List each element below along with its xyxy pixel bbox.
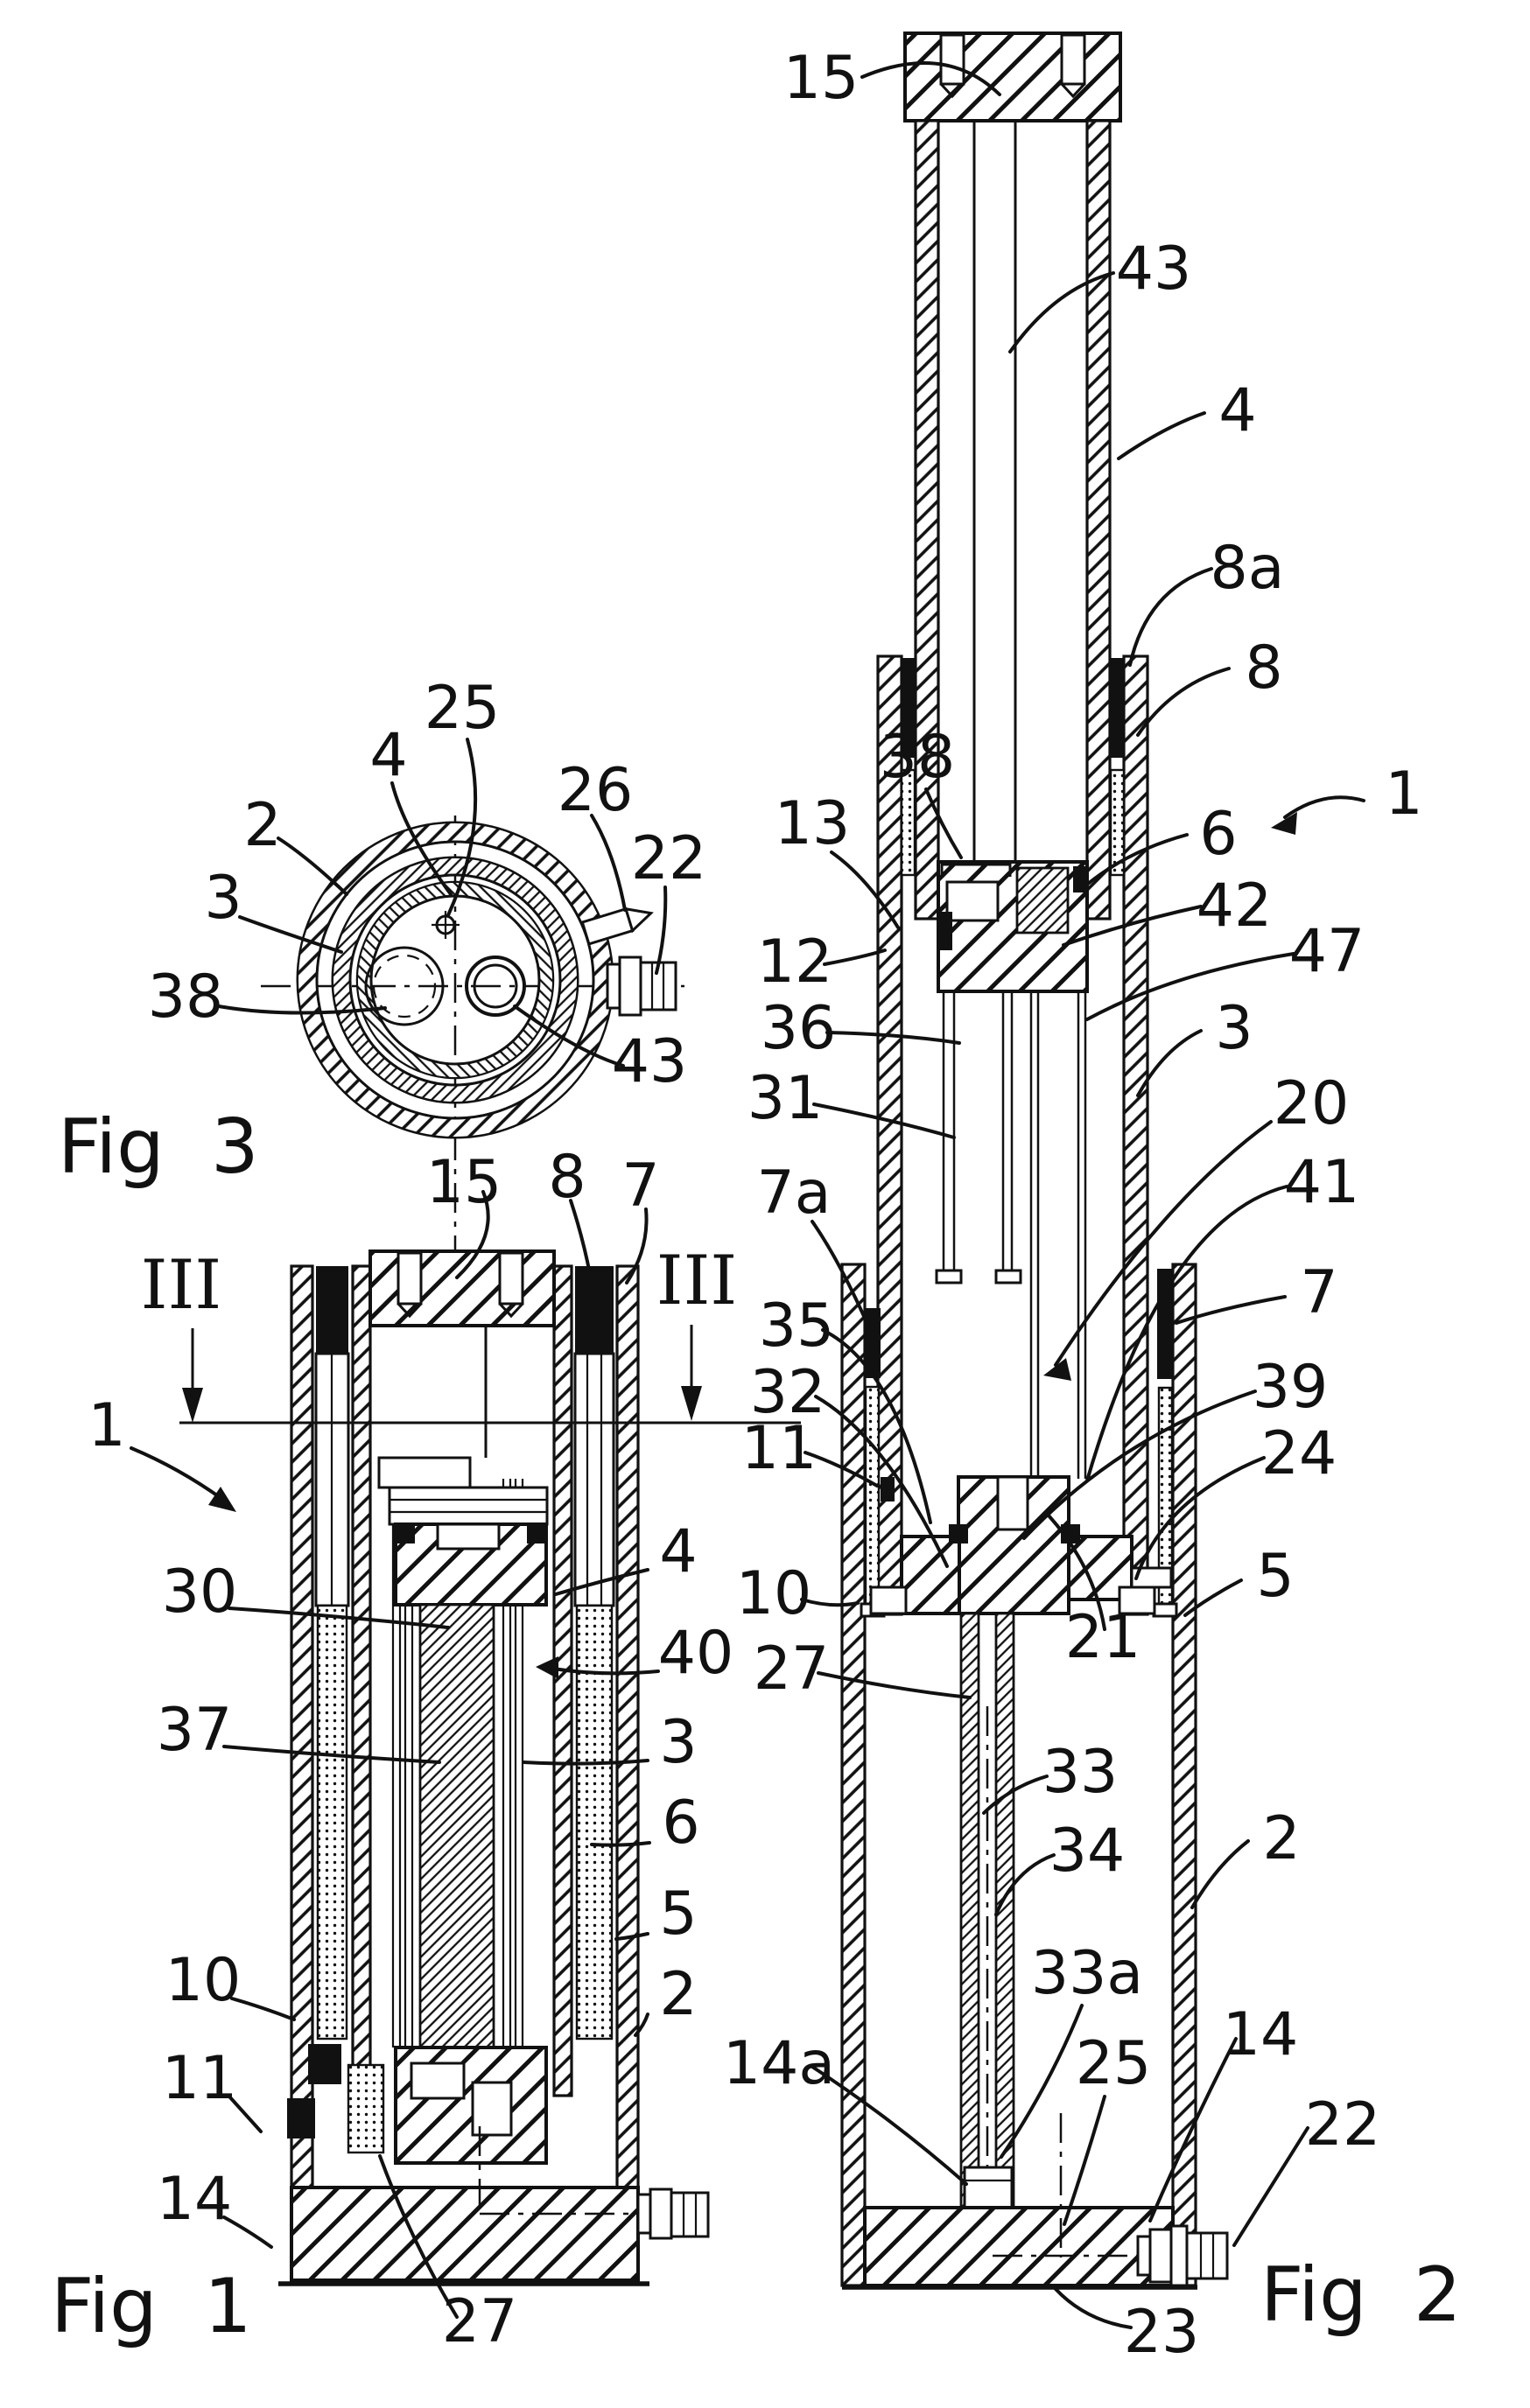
fig1-cap-screw-left (398, 1253, 421, 1304)
fig2-tube33-left-wall (961, 1614, 979, 2207)
fig3-valve-tip (626, 902, 654, 930)
fig1-label-40: 40 (657, 1619, 734, 1688)
fig2-label-31: 31 (747, 1064, 824, 1133)
fig2-junction-seal-left-13 (938, 912, 952, 950)
fig3-drawing (58, 674, 706, 1267)
fig2-label-21: 21 (1064, 1603, 1141, 1672)
fig1-piston-seal-left (396, 1524, 415, 1544)
fig1-right-guide-strip (575, 1354, 614, 1606)
fig3-bolt-washer (607, 964, 620, 1008)
fig2-leader-25 (1064, 2096, 1105, 2224)
fig2-label-6: 6 (1199, 800, 1238, 869)
fig2-leader-47 (1087, 954, 1294, 1019)
fig2-tube3-left-wall (878, 656, 902, 1614)
fig2-piston-slot (998, 1477, 1028, 1530)
fig1-label-27: 27 (441, 2287, 518, 2356)
fig2-tube36-foot-right (996, 1270, 1021, 1283)
fig2-label-24: 24 (1260, 1419, 1337, 1488)
fig1-piston-seal-right (527, 1524, 546, 1544)
fig2-bolt-collar (1171, 2226, 1187, 2286)
fig3-label-38: 38 (147, 962, 224, 1032)
fig2-junction-slot (947, 882, 998, 920)
fig2-leader-12 (825, 950, 885, 964)
fig2-bolt-nut (1150, 2230, 1171, 2282)
fig1-caption: Fig 1 (51, 2263, 252, 2350)
fig2-label-10: 10 (735, 1559, 812, 1628)
fig1-section-mark-left: III (140, 1246, 222, 1325)
fig2-label-23: 23 (1123, 2298, 1200, 2367)
fig1-label-4: 4 (659, 1517, 698, 1586)
fig2-tube4-left-wall (916, 121, 938, 919)
fig2-base-block (865, 2208, 1173, 2286)
fig1-base-block (291, 2188, 638, 2280)
fig2-label-4: 4 (1218, 376, 1257, 445)
fig1-cap-screw-right (500, 1253, 523, 1304)
fig1-valve-packing (348, 2065, 383, 2152)
fig3-leader-2 (278, 838, 347, 894)
fig2-label-38: 38 (879, 723, 956, 792)
fig2-label-3: 3 (1215, 994, 1253, 1063)
fig2-leader-4 (1119, 413, 1204, 458)
fig2-valve-piece-42 (1017, 868, 1068, 933)
fig2-label-7a: 7a (756, 1158, 832, 1228)
fig1-valve-slot-2 (473, 2082, 511, 2135)
fig2-label-47: 47 (1288, 917, 1365, 986)
fig1-outer-tube-right-wall (617, 1266, 638, 2192)
fig2-leader-8a (1130, 569, 1211, 665)
fig1-label-10: 10 (165, 1946, 242, 2015)
fig2-label-22: 22 (1304, 2090, 1381, 2160)
fig1-label-14: 14 (156, 2165, 233, 2234)
fig2-label-33a: 33a (1030, 1939, 1144, 2008)
fig1-bolt-head (671, 2193, 708, 2236)
fig1-section-arrow-right-head (681, 1386, 702, 1421)
fig2-leader-33 (984, 1776, 1047, 1813)
fig2-label-39: 39 (1252, 1353, 1329, 1422)
fig2-label-25: 25 (1075, 2029, 1152, 2098)
fig3-leader-22 (656, 887, 665, 973)
fig2-label-5: 5 (1256, 1542, 1295, 1611)
fig2-leader-22 (1234, 2128, 1308, 2245)
fig2-leader-2 (1192, 1841, 1248, 1908)
fig1-left-seal (316, 1266, 348, 1354)
fig1-label-11: 11 (161, 2044, 238, 2113)
fig2-bolt-head (1187, 2233, 1227, 2278)
fig1-tube4-left-wall (353, 1266, 370, 2096)
fig2-label-15: 15 (783, 44, 860, 113)
fig2-cap-screw-left (941, 35, 964, 84)
fig1-label-30: 30 (161, 1558, 238, 1627)
fig1-label-2: 2 (659, 1960, 698, 2029)
fig1-label-1: 1 (88, 1391, 126, 1460)
fig2-label-33: 33 (1042, 1738, 1119, 1807)
fig2-leader-8 (1138, 668, 1229, 735)
fig3-label-4: 4 (369, 721, 408, 790)
fig1-tube4-right-wall (554, 1266, 572, 2096)
fig1-bottom-seal-lower (287, 2098, 315, 2138)
fig1-label-37: 37 (156, 1696, 233, 1765)
fig2-label-11: 11 (740, 1414, 818, 1483)
fig3-leader-26 (592, 816, 625, 910)
fig2-piston-left-wing (902, 1536, 959, 1614)
fig2-label-27: 27 (753, 1634, 830, 1704)
fig1-piston-slot (438, 1524, 499, 1549)
fig2-label-32: 32 (749, 1358, 826, 1427)
fig1-left-packing (318, 1606, 347, 2039)
fig2-label-42: 42 (1196, 872, 1273, 941)
fig2-label-36: 36 (760, 994, 837, 1063)
fig1-piston-cap (379, 1458, 470, 1488)
fig2-label-41: 41 (1283, 1148, 1360, 1217)
fig2-seal-8a-right (1111, 658, 1124, 758)
fig2-bolt-washer (1138, 2236, 1150, 2275)
fig3-label-2: 2 (243, 791, 282, 860)
fig1-label-8: 8 (548, 1143, 586, 1212)
fig2-label-13: 13 (774, 789, 851, 858)
fig1-leader-10 (232, 1998, 294, 2020)
fig2-leader-14a (812, 2067, 966, 2184)
fig2-label-12: 12 (756, 928, 833, 997)
fig1-label-15: 15 (425, 1148, 502, 1217)
fig1-leader-40-arrowhead (536, 1656, 558, 1679)
fig3-label-25: 25 (424, 674, 501, 743)
fig1-bolt-nut (650, 2189, 671, 2238)
fig2-label-8a: 8a (1210, 534, 1285, 603)
fig2-label-14a: 14a (722, 2029, 836, 2098)
fig2-leader-24 (1136, 1458, 1264, 1578)
fig2-ref-arrowhead-1 (1271, 812, 1297, 835)
fig2-leader-23 (1056, 2289, 1131, 2328)
fig3-bolt-nut (620, 957, 641, 1015)
fig2-piston-seal-left (949, 1524, 968, 1544)
fig3-label-26: 26 (557, 756, 634, 825)
fig2-label-35: 35 (758, 1292, 835, 1361)
fig2-top-cap (905, 33, 1120, 121)
fig1-label-7: 7 (621, 1152, 660, 1221)
fig1-valve-slot-1 (411, 2063, 464, 2098)
fig1-piston-rod (420, 1605, 494, 2048)
fig2-label-8: 8 (1245, 634, 1283, 703)
fig2-cap-screw-right (1062, 35, 1084, 84)
fig2-label-34: 34 (1049, 1816, 1126, 1886)
fig2-label-1: 1 (1385, 760, 1423, 829)
fig1-label-6: 6 (662, 1788, 700, 1858)
fig2-tube36-foot-left (937, 1270, 961, 1283)
fig1-bottom-seal-upper (308, 2044, 341, 2084)
fig2-label-43: 43 (1115, 234, 1192, 304)
fig2-label-2: 2 (1262, 1804, 1301, 1873)
fig2-guide-strip-left (866, 1387, 879, 1604)
fig1-drawing (51, 1143, 801, 2356)
fig2-foot-collar-14a (965, 2167, 1012, 2208)
fig2-tube3-foot-left (871, 1587, 906, 1614)
fig1-label-5: 5 (659, 1880, 698, 1949)
fig2-label-20: 20 (1273, 1069, 1350, 1138)
fig1-label-3: 3 (659, 1708, 698, 1777)
fig2-label-14: 14 (1222, 2000, 1299, 2069)
fig1-ref-arrow-1 (131, 1448, 223, 1500)
fig2-label-7: 7 (1300, 1258, 1338, 1327)
fig1-bolt-washer (638, 2194, 650, 2233)
fig2-caption: Fig 2 (1260, 2251, 1462, 2339)
fig3-label-43: 43 (611, 1027, 688, 1096)
fig1-piston-collar (390, 1488, 547, 1524)
fig3-caption: Fig 3 (58, 1103, 259, 1191)
fig2-junction-seal-right (1073, 866, 1087, 892)
fig2-seal-11 (881, 1477, 895, 1502)
fig2-drawing (723, 33, 1462, 2367)
fig1-section-mark-right: III (656, 1242, 738, 1320)
fig2-tube4-right-wall (1087, 121, 1110, 919)
fig2-guide-foot-right (1154, 1604, 1176, 1616)
fig1-right-seal (575, 1266, 614, 1354)
fig1-section-arrow-left-head (182, 1388, 203, 1423)
fig3-label-22: 22 (630, 824, 707, 893)
fig2-tube3-right-wall (1124, 656, 1148, 1614)
fig3-label-3: 3 (204, 864, 242, 933)
